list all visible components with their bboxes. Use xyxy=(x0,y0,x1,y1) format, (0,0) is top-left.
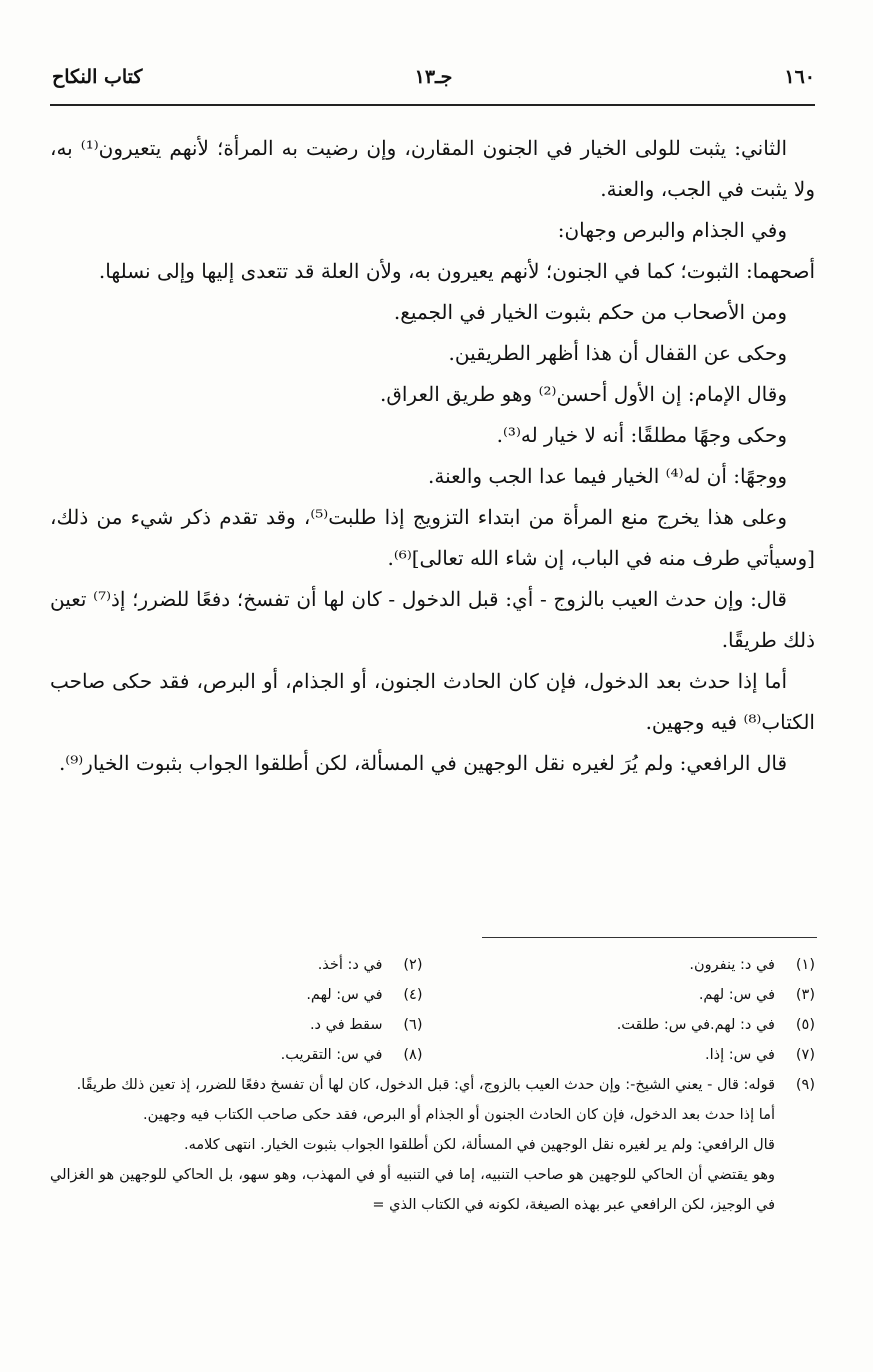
footnotes xyxy=(50,950,815,1220)
paragraph: وعلى هذا يخرج منع المرأة من ابتداء التزويج إذا طلبت⁽⁵⁾، وقد تقدم ذكر شيء من ذلك، [وسيأتي طرف منه في الباب، إن شاء الله تعالى]⁽⁶⁾. xyxy=(50,505,815,570)
footnote-number: (٢) xyxy=(403,957,423,973)
footnote xyxy=(50,980,423,1010)
footnote-text: في د: أخذ. xyxy=(317,957,383,973)
footnote-long xyxy=(50,1070,815,1220)
footnote-number: (٧) xyxy=(795,1047,815,1063)
footnote-text: في س: لهم. xyxy=(306,987,383,1003)
footnote-text: في س: لهم. xyxy=(698,987,775,1003)
footnote-text: في د: لهم.في س: طلقت. xyxy=(616,1017,775,1033)
page-number: ١٦٠ xyxy=(784,66,815,88)
paragraph: الثاني: يثبت للولى الخيار في الجنون المقارن، وإن رضيت به المرأة؛ لأنهم يتعيرون⁽¹⁾ به، ولا يثبت في الجب، والعنة. xyxy=(50,136,815,201)
footnote-number: (٦) xyxy=(403,1017,423,1033)
footnote-number: (٤) xyxy=(403,987,423,1003)
footnote-grid xyxy=(50,950,815,1070)
paragraph: ومن الأصحاب من حكم بثبوت الخيار في الجميع. xyxy=(393,300,787,324)
footnote-text: سقط في د. xyxy=(309,1017,383,1033)
footnote-text: في د: ينفرون. xyxy=(689,957,775,973)
footnote-long-text xyxy=(50,1070,775,1220)
footnote-line: وهو يقتضي أن الحاكي للوجهين هو صاحب التنبيه، إما في التنبيه أو في المهذب، وهو سهو، بل الحاكي للوجهين هو الغزالي في الوجيز، لكن الرافعي عبر بهذه الصيغة، لكونه في الكتاب الذي = xyxy=(50,1167,775,1213)
header-divider xyxy=(50,104,815,106)
paragraph: أصحهما: الثبوت؛ كما في الجنون؛ لأنهم يعيرون به، ولأن العلة قد تتعدى إليها وإلى نسلها. xyxy=(98,259,815,283)
footnote-text: في س: إذا. xyxy=(705,1047,775,1063)
footnote-line: قوله: قال - يعني الشيخ-: وإن حدث العيب بالزوج، أي: قبل الدخول، كان لها أن تفسخ دفعًا للضرر، إذ تعين ذلك طريقًا. xyxy=(76,1077,775,1093)
footnote xyxy=(443,980,816,1010)
paragraph: قال الرافعي: ولم يُرَ لغيره نقل الوجهين في المسألة، لكن أطلقوا الجواب بثبوت الخيار⁽⁹⁾. xyxy=(58,751,787,775)
paragraph: وحكى عن القفال أن هذا أظهر الطريقين. xyxy=(448,341,787,365)
footnote-line: أما إذا حدث بعد الدخول، فإن كان الحادث الجنون أو الجذام أو البرص، فقد حكى صاحب الكتاب فيه وجهين. xyxy=(143,1107,775,1123)
paragraph: وحكى وجهًا مطلقًا: أنه لا خيار له⁽³⁾. xyxy=(496,423,787,447)
footnote-number: (٨) xyxy=(403,1047,423,1063)
paragraph: ووجهًا: أن له⁽⁴⁾ الخيار فيما عدا الجب والعنة. xyxy=(427,464,787,488)
running-header xyxy=(52,66,815,100)
paragraph: وفي الجذام والبرص وجهان: xyxy=(557,218,787,242)
main-text xyxy=(50,128,815,784)
book-title: كتاب النكاح xyxy=(52,66,143,88)
footnote-text: في س: التقريب. xyxy=(280,1047,383,1063)
footnote xyxy=(443,1010,816,1040)
footnote-divider xyxy=(482,937,817,938)
footnote-number: (٣) xyxy=(795,987,815,1003)
footnote xyxy=(443,950,816,980)
paragraph: وقال الإمام: إن الأول أحسن⁽²⁾ وهو طريق العراق. xyxy=(380,382,787,406)
paragraph: قال: وإن حدث العيب بالزوج - أي: قبل الدخول - كان لها أن تفسخ؛ دفعًا للضرر؛ إذ⁽⁷⁾ تعين ذلك طريقًا. xyxy=(50,587,815,652)
footnote-number: (٩) xyxy=(795,1077,815,1093)
volume-number: جـ١٣ xyxy=(414,66,453,88)
paragraph: أما إذا حدث بعد الدخول، فإن كان الحادث الجنون، أو الجذام، أو البرص، فقد حكى صاحب الكتاب⁽⁸⁾ فيه وجهين. xyxy=(50,669,815,734)
footnote xyxy=(50,1040,423,1070)
footnote xyxy=(50,950,423,980)
footnote xyxy=(50,1010,423,1040)
footnote-number: (١) xyxy=(795,957,815,973)
footnote-number: (٥) xyxy=(795,1017,815,1033)
footnote xyxy=(443,1040,816,1070)
footnote-line: قال الرافعي: ولم ير لغيره نقل الوجهين في المسألة، لكن أطلقوا الجواب بثبوت الخيار. انتهى كلامه. xyxy=(183,1137,775,1153)
